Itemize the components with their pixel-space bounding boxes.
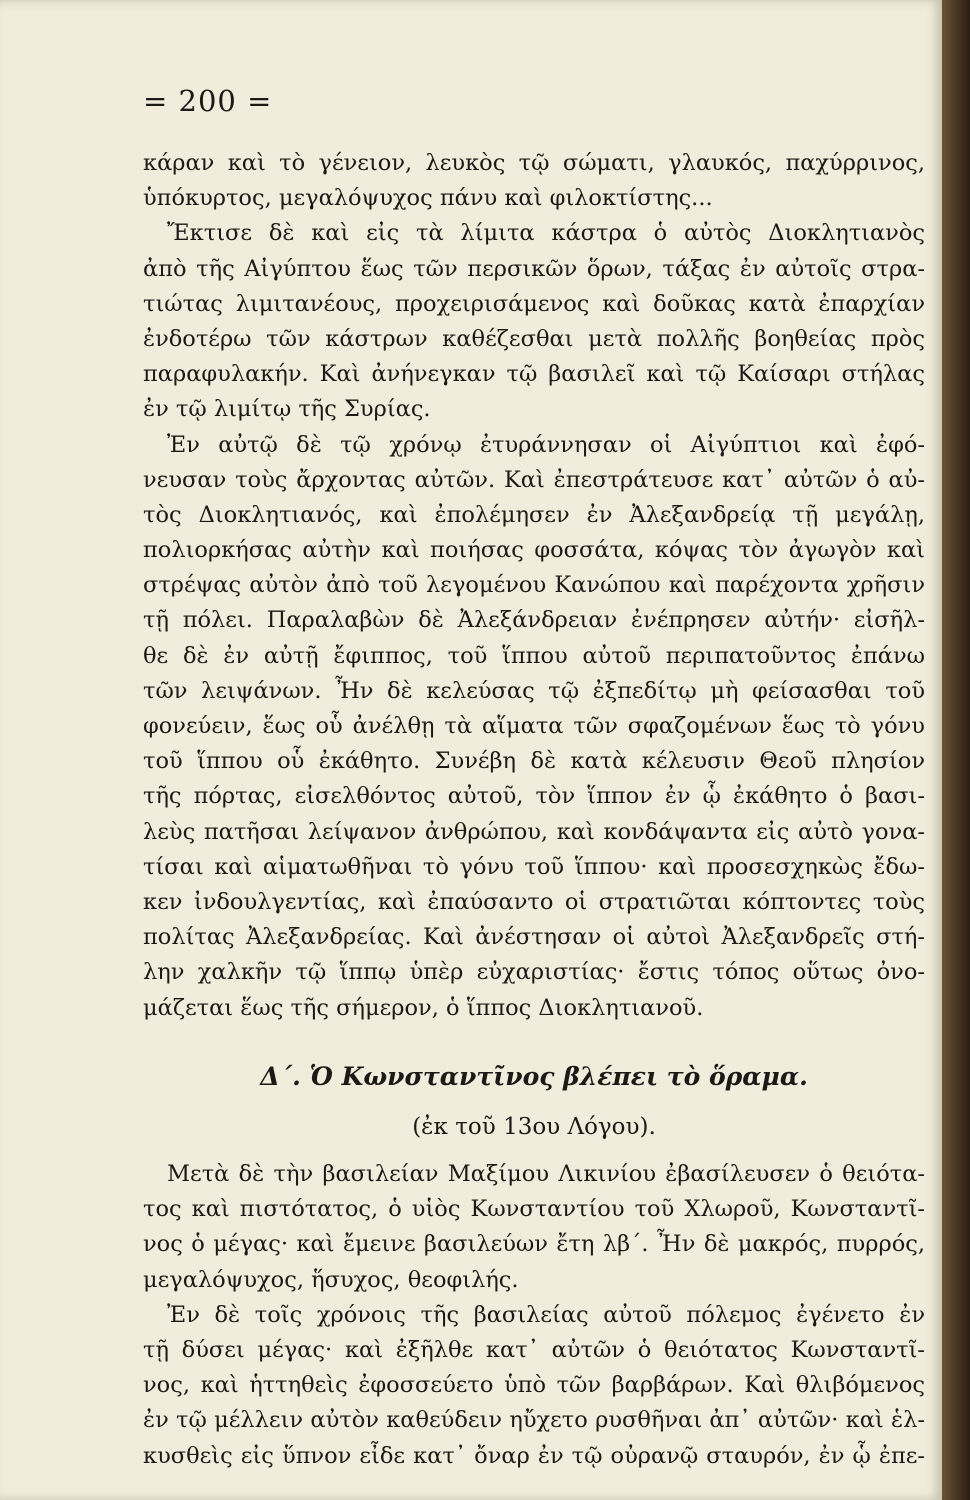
text-line: Μετὰ δὲ τὴν βασιλείαν Μαξίμου Λικινίου ἐβασίλευσεν ὁ θειότα-	[167, 1161, 925, 1187]
text-block-2	[143, 1157, 925, 1474]
text-line: πολίτας Ἀλεξανδρείας. Καὶ ἀνέστησαν οἱ αὐτοὶ Ἀλεξανδρεῖς στή-	[143, 924, 925, 951]
text-line: κάραν καὶ τὸ γένειον, λευκὸς τῷ σώματι, γλαυκός, παχύρρινος,	[143, 150, 925, 176]
text-line: τῶν λειψάνων. Ἦν δὲ κελεύσας τῷ ἐξπεδίτῳ μὴ φείσασθαι τοῦ	[143, 677, 925, 704]
page-number: = 200 =	[143, 84, 273, 118]
text-line: μεγαλόψυχος, ἥσυχος, θεοφιλής.	[143, 1266, 519, 1293]
text-line: Ἔκτισε δὲ καὶ εἰς τὰ λίμιτα κάστρα ὁ αὐτὸς Διοκλητιανὸς	[167, 220, 925, 247]
text-line: τῆς πόρτας, εἰσελθόντος αὐτοῦ, τὸν ἵππον ἐν ᾧ ἐκάθητο ὁ βασι-	[143, 783, 925, 810]
text-line: κεν ἰνδουλγεντίας, καὶ ἐπαύσαντο οἱ στρατιῶται κόπτοντες τοὺς	[143, 888, 925, 915]
text-line: τος καὶ πιστότατος, ὁ υἱὸς Κωνσταντίου τοῦ Χλωροῦ, Κωνσταντῖ-	[143, 1196, 925, 1223]
text-line: τῇ δύσει μέγας· καὶ ἐξῆλθε κατ᾿ αὐτῶν ὁ θειότατος Κωνσταντῖ-	[143, 1336, 925, 1363]
text-line: νος ὁ μέγας· καὶ ἔμεινε βασιλεύων ἔτη λβ΄. Ἦν δὲ μακρός, πυρρός,	[143, 1231, 925, 1258]
text-line: ἐν τῷ μέλλειν αὐτὸν καθεύδειν ηὔχετο ρυσθῆναι ἀπ᾿ αὐτῶν· καὶ ἑλ-	[143, 1407, 925, 1434]
text-line: τὸς Διοκλητιανός, καὶ ἐπολέμησεν ἐν Ἀλεξανδρείᾳ τῇ μεγάλῃ,	[143, 501, 925, 528]
text-line: πολιορκήσας αὐτὴν καὶ ποιήσας φοσσάτα, κόψας τὸν ἀγωγὸν καὶ	[143, 537, 925, 564]
text-line: ὑπόκυρτος, μεγαλόψυχος πάνυ καὶ φιλοκτίστης...	[143, 185, 713, 212]
text-line: λεὺς πατῆσαι λείψανον ἀνθρώπου, καὶ κονδάψαντα εἰς αὐτὸ γονα-	[143, 818, 925, 845]
text-line: θε δὲ ἐν αὐτῇ ἔφιππος, τοῦ ἵππου αὐτοῦ περιπατοῦντος ἐπάνω	[143, 642, 925, 669]
text-line: τοῦ ἵππου οὗ ἐκάθητο. Συνέβη δὲ κατὰ κέλευσιν Θεοῦ πλησίον	[143, 748, 925, 775]
text-line: κυσθεὶς εἰς ὕπνον εἶδε κατ᾿ ὄναρ ἐν τῷ οὐρανῷ σταυρόν, ἐν ᾧ ἐπε-	[143, 1442, 925, 1469]
text-line: τῇ πόλει. Παραλαβὼν δὲ Ἀλεξάνδρειαν ἐνέπρησεν αὐτήν· εἰσῆλ-	[143, 607, 925, 634]
book-spine-edge	[942, 0, 970, 1500]
text-line: νευσαν τοὺς ἄρχοντας αὐτῶν. Καὶ ἐπεστράτευσε κατ᾿ αὐτῶν ὁ αὐ-	[143, 466, 925, 493]
text-line: στρέψας αὐτὸν ἀπὸ τοῦ λεγομένου Κανώπου καὶ παρέχοντα χρῆσιν	[143, 572, 925, 599]
text-line: ἐνδοτέρω τῶν κάστρων καθέζεσθαι μετὰ πολλῆς βοηθείας πρὸς	[143, 325, 925, 352]
section-subheading: (ἐκ τοῦ 13ου Λόγου).	[412, 1114, 656, 1140]
text-line: φονεύειν, ἕως οὗ ἀνέλθῃ τὰ αἵματα τῶν σφαζομένων ἕως τὸ γόνυ	[143, 713, 925, 739]
text-line: παραφυλακήν. Καὶ ἀνήνεγκαν τῷ βασιλεῖ καὶ τῷ Καίσαρι στήλας	[143, 361, 925, 388]
text-line: ἐν τῷ λιμίτῳ τῆς Συρίας.	[143, 396, 431, 423]
text-block-1	[143, 146, 925, 1026]
text-line: Ἐν δὲ τοῖς χρόνοις τῆς βασιλείας αὐτοῦ πόλεμος ἐγένετο ἐν	[167, 1301, 925, 1328]
text-line: ἀπὸ τῆς Αἰγύπτου ἕως τῶν περσικῶν ὅρων, τάξας ἐν αὐτοῖς στρα-	[143, 255, 925, 282]
text-line: λην χαλκῆν τῷ ἵππῳ ὑπὲρ εὐχαριστίας· ἔστις τόπος οὕτως ὀνο-	[143, 959, 925, 986]
text-line: τίσαι καὶ αἱματωθῆναι τὸ γόνυ τοῦ ἵππου· καὶ προσεσχηκὼς ἔδω-	[143, 853, 925, 880]
text-line: μάζεται ἕως τῆς σήμερον, ὁ ἵππος Διοκλητιανοῦ.	[143, 994, 704, 1021]
text-line: τιώτας λιμιτανέους, προχειρισάμενος καὶ δοῦκας κατὰ ἐπαρχίαν	[143, 290, 925, 317]
text-line: νος, καὶ ἡττηθεὶς ἐφοσσεύετο ὑπὸ τῶν βαρβάρων. Καὶ θλιβόμενος	[143, 1372, 925, 1399]
section-heading: Δ΄. Ὁ Κωνσταντῖνος βλέπει τὸ ὅραμα.	[260, 1062, 808, 1091]
text-line: Ἐν αὐτῷ δὲ τῷ χρόνῳ ἐτυράννησαν οἱ Αἰγύπτιοι καὶ ἐφό-	[167, 431, 925, 458]
